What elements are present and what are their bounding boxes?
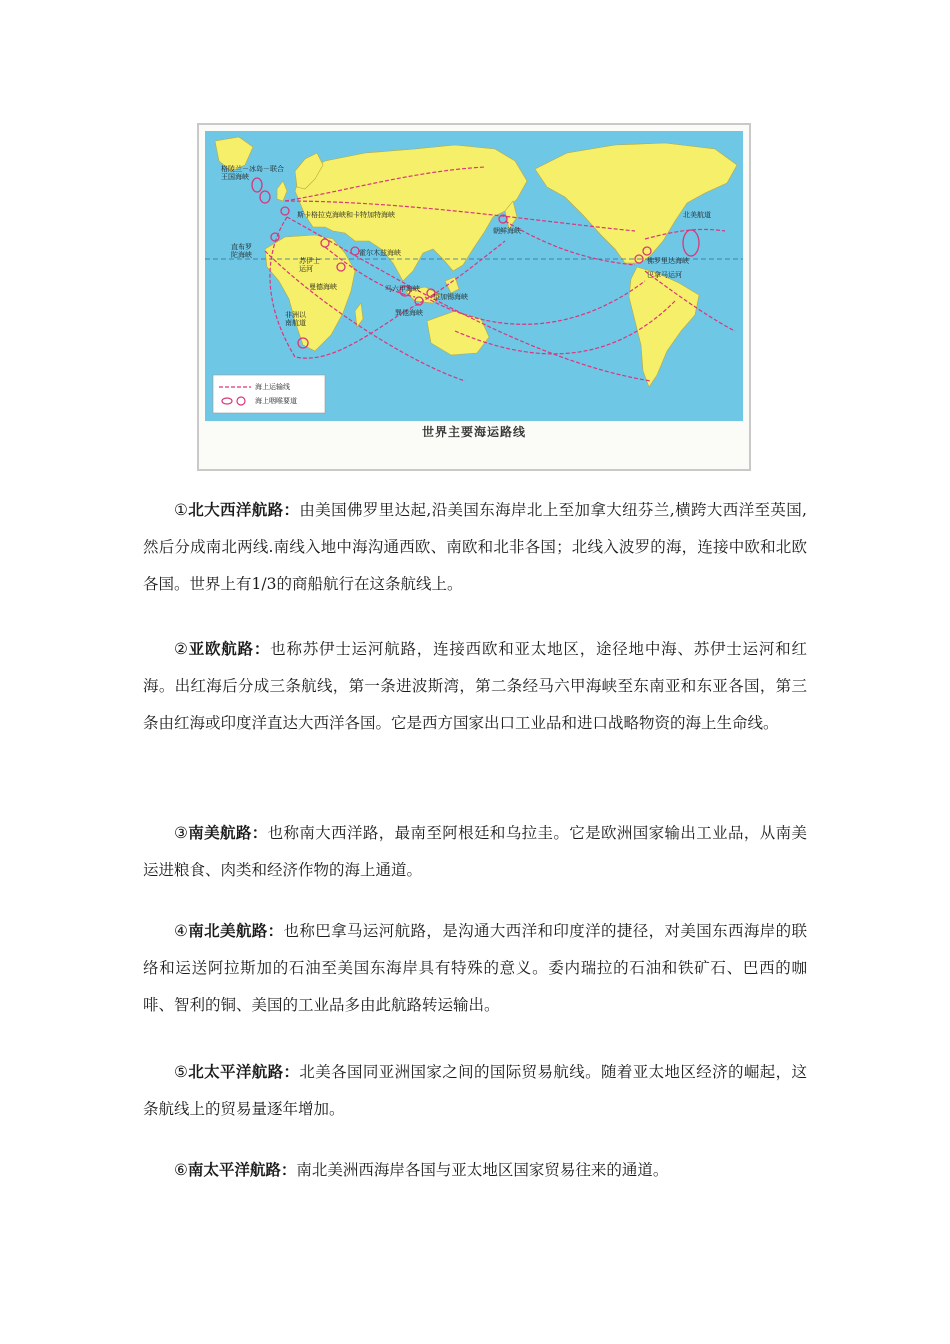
label-north-america-route: 北美航道	[683, 211, 711, 219]
route-paragraph-6	[143, 1151, 807, 1189]
route-marker: ①	[174, 501, 189, 519]
route-title: 北太平洋航路：	[188, 1062, 300, 1081]
route-text: 也称苏伊士运河航路，连接西欧和亚太地区，途径地中海、苏伊士运河和红海。出红海后分成三条航线，第一条进波斯湾，第二条经马六甲海峡至东南亚和东亚各国，第三条由红海或印度洋直达大西洋各国。它是西方国家出口工业品和进口战略物资的海上生命线。	[143, 640, 807, 732]
map-caption: 世界主要海运路线	[421, 425, 526, 439]
route-paragraph-2	[143, 630, 807, 742]
route-marker: ③	[174, 824, 189, 842]
label-sunda: 巽他海峡	[395, 309, 423, 317]
route-paragraph-4	[143, 912, 807, 1024]
route-paragraph-1	[143, 491, 807, 603]
label-hormuz: 霍尔木兹海峡	[359, 249, 401, 257]
label-panama: 巴拿马运河	[647, 271, 682, 279]
route-title: 南美航路：	[188, 823, 268, 842]
label-korea: 朝鲜海峡	[493, 227, 521, 235]
world-shipping-map-figure	[197, 123, 751, 471]
label-greenland-strait: 格陵兰－冰岛－联合 王国海峡	[221, 165, 284, 181]
legend-route-label: 海上运输线	[255, 383, 290, 391]
route-text: 也称巴拿马运河航路，是沟通大西洋和印度洋的捷径，对美国东西海岸的联络和运送阿拉斯加的石油至美国东海岸具有特殊的意义。委内瑞拉的石油和铁矿石、巴西的咖啡、智利的铜、美国的工业品多由此航路转运输出。	[143, 922, 807, 1014]
label-malacca: 马六甲海峡	[385, 285, 420, 293]
label-bab: 曼德海峡	[309, 283, 337, 291]
route-text: 北美各国同亚洲国家之间的国际贸易航线。随着亚太地区经济的崛起，这条航线上的贸易量逐年增加。	[143, 1063, 807, 1118]
route-title: 亚欧航路：	[188, 639, 271, 658]
route-text: 也称南大西洋路，最南至阿根廷和乌拉圭。它是欧洲国家输出工业品，从南美运进粮食、肉类和经济作物的海上通道。	[143, 824, 807, 879]
route-title: 北大西洋航路：	[188, 500, 300, 519]
route-marker: ⑥	[174, 1161, 188, 1179]
label-cape: 非洲以 南航道	[285, 311, 306, 327]
route-paragraph-5	[143, 1053, 807, 1128]
route-text: 南北美洲西海岸各国与亚太地区国家贸易往来的通道。	[296, 1161, 669, 1179]
route-title: 南太平洋航路：	[187, 1160, 297, 1179]
label-florida: 佛罗里达海峡	[647, 257, 689, 265]
label-lombok: 望加锡海峡	[433, 293, 468, 301]
route-marker: ②	[174, 640, 189, 658]
route-title: 南北美航路：	[188, 921, 284, 940]
route-marker: ④	[174, 922, 189, 940]
label-gibraltar: 直布罗 陀海峡	[231, 243, 252, 259]
route-paragraph-3	[143, 814, 807, 889]
legend-strait-label: 海上咽喉要道	[255, 397, 297, 405]
route-marker: ⑤	[174, 1063, 189, 1081]
label-suez: 苏伊士 运河	[299, 257, 320, 273]
route-text: 由美国佛罗里达起,沿美国东海岸北上至加拿大纽芬兰,横跨大西洋至英国,然后分成南北两线.南线入地中海沟通西欧、南欧和北非各国；北线入波罗的海，连接中欧和北欧各国。世界上有1/3的商船航行在这条航线上。	[143, 501, 807, 593]
legend-box	[213, 375, 325, 413]
label-skagerrak: 斯卡格拉克海峡和卡特加特海峡	[297, 211, 395, 219]
